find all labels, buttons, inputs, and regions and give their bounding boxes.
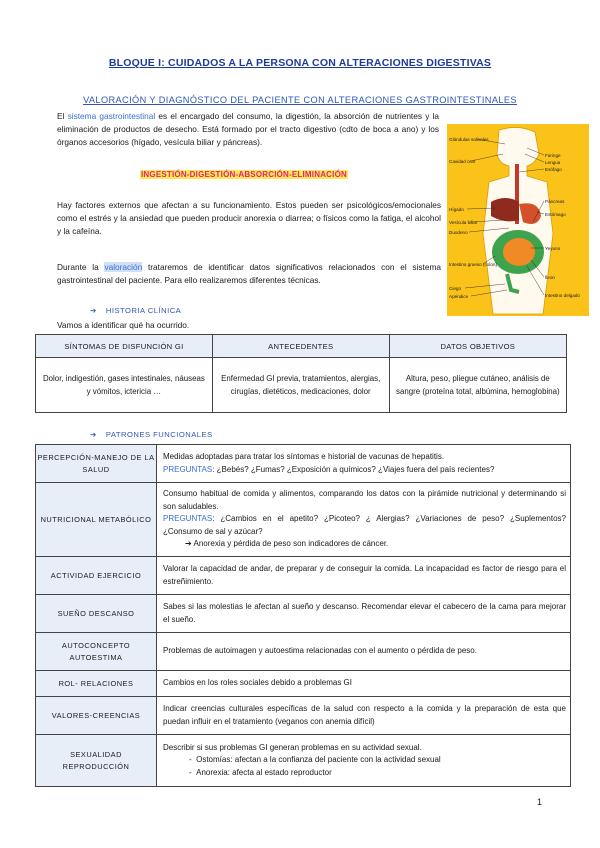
page-number: 1 [537, 797, 543, 807]
row-text: Sabes si las molestias le afectan al sueño y descanso. Recomendar elevar el cabecero de la cama para mejorar el sueño. [157, 595, 571, 633]
table-row [36, 557, 571, 595]
label-intestino-grueso: Intestino grueso (colon) [449, 262, 498, 267]
label-cavidad-oral: Cavidad oral [449, 159, 475, 164]
historia-clinica-table [35, 334, 567, 413]
row-label: ACTIVIDAD EJERCICIO [36, 557, 157, 595]
row-label: AUTOCONCEPTO AUTOESTIMA [36, 633, 157, 671]
arrow-right-icon: ➔ [185, 539, 194, 549]
label-ciego: Ciego [449, 286, 462, 291]
digestive-system-diagram [447, 124, 589, 316]
term-valoracion: valoración [104, 262, 143, 272]
row-text: Indicar creencias culturales específicas de la salud con respecto a la comida y la preparación de esta que puedan influir en el tratamiento (veganos con anemia difícil) [157, 697, 571, 735]
label-ileon: Íleon [545, 275, 555, 280]
liver-shape [491, 198, 519, 221]
phases-highlight: INGESTIÓN-DIGESTIÓN-ABSORCIÓN-ELIMINACIÓN [141, 170, 347, 179]
historia-clinica-heading: ➔ HISTORIA CLÍNICA [90, 306, 182, 315]
intro-paragraph-2: Hay factores externos que afectan a su funcionamiento. Estos pueden ser psicológicos/emocionales como el estrés y la ansiedad que pueden producir anorexia o diarrea; o físicos como la fatiga, el alcohol y la cafeína. [57, 200, 441, 236]
row-text: Medidas adoptadas para tratar los síntomas e historial de vacunas de hepatitis. PREGUNTAS: ¿Bebés? ¿Fumas? ¿Exposición a químicos? ¿Viajes fuera del país recientes? [157, 445, 571, 483]
row-label: NUTRICIONAL METABÓLICO [36, 483, 157, 557]
table-row [36, 483, 571, 557]
patrones-heading: ➔ PATRONES FUNCIONALES [90, 430, 213, 439]
label-duodeno: Duodeno [449, 230, 468, 235]
row-text: Describir si sus problemas GI generan problemas en su actividad sexual. - Ostomías: afectan a la confianza del paciente con la actividad sexual - Anorexia: afecta al estado reproductor [157, 735, 571, 787]
label-yeyuno: Yeyuno [545, 246, 561, 251]
table-header: SÍNTOMAS DE DISFUNCIÓN GI [36, 335, 213, 358]
label-faringe: Faringe [545, 153, 561, 158]
row-label: SEXUALIDAD REPRODUCCIÓN [36, 735, 157, 787]
row-text: Cambios en los roles sociales debido a problemas GI [157, 671, 571, 697]
table-header: DATOS OBJETIVOS [389, 335, 566, 358]
section-subtitle: VALORACIÓN Y DIAGNÓSTICO DEL PACIENTE CON ALTERACIONES GASTROINTESTINALES [83, 95, 517, 105]
table-row [36, 671, 571, 697]
label-intestino-delgado: Intestino delgado [545, 293, 580, 298]
label-apendice: Apéndice [449, 294, 469, 299]
table-cell-datos-objetivos: Altura, peso, pliegue cutáneo, análisis de sangre (proteína total, albúmina, hemoglobina) [389, 358, 566, 413]
label-higado: Hígado [449, 207, 464, 212]
table-row [36, 633, 571, 671]
intro-paragraph-1-text: El sistema gastrointestinal es el encargado del consumo, la digestión, la absorción de nutrientes y la eliminación de productos de desecho. Está formado por el tracto digestivo (cdto de boca a ano) y los órganos accesorios (hígado, vesícula biliar y páncreas). [57, 111, 440, 147]
table-row [36, 735, 571, 787]
table-row [36, 445, 571, 483]
small-intestine-shape [503, 238, 535, 266]
page-title: BLOQUE I: CUIDADOS A LA PERSONA CON ALTERACIONES DIGESTIVAS [108, 57, 492, 69]
patrones-table [35, 444, 571, 787]
historia-lead: Vamos a identificar qué ha ocurrido. [57, 320, 190, 330]
label-estomago: Estómago [545, 212, 566, 217]
label-vesicula: Vesícula biliar [449, 220, 478, 225]
arrow-right-icon: ➔ [90, 306, 97, 315]
row-label: VALORES-CREENCIAS [36, 697, 157, 735]
row-text: Consumo habitual de comida y alimentos, comparando los datos con la pirámide nutricional y determinando si son saludables. PREGUNTAS: ¿Cambios en el apetito? ¿Picoteo? ¿ Alergias? ¿Variaciones de peso? ¿Suplementos? ¿Consumo de sal y azúcar? ➔ Anorexia y pérdida de peso son indicadores de cáncer. [157, 483, 571, 557]
label-pancreas: Páncreas [545, 199, 565, 204]
table-header: ANTECEDENTES [212, 335, 389, 358]
list-item: - Ostomías: afectan a la confianza del paciente con la actividad sexual [189, 755, 441, 765]
table-cell-antecedentes: Enfermedad GI previa, tratamientos, alergias, cirugías, dietéticos, medicaciones, dolor [212, 358, 389, 413]
row-text: Problemas de autoimagen y autoestima relacionadas con el aumento o pérdida de peso. [157, 633, 571, 671]
label-glandulas: Glándulas salivales [449, 137, 489, 142]
row-text: Valorar la capacidad de andar, de preparar y de conseguir la comida. La incapacidad es factor de riesgo para el estreñimiento. [157, 557, 571, 595]
table-cell-sintomas: Dolor, indigestión, gases intestinales, náuseas y vómitos, ictericia … [36, 358, 213, 413]
row-label: SUEÑO DESCANSO [36, 595, 157, 633]
arrow-right-icon: ➔ [90, 430, 97, 439]
table-row [36, 595, 571, 633]
term-sistema-gastrointestinal: sistema gastrointestinal [67, 111, 156, 121]
table-row [36, 697, 571, 735]
label-esofago: Esófago [545, 167, 562, 172]
row-label: ROL- RELACIONES [36, 671, 157, 697]
intro-paragraph-3: Durante la valoración trataremos de identificar datos significativos relacionados con el sistema gastrointestinal del paciente. Para ello realizaremos diferentes técnicas. [57, 262, 441, 285]
label-lengua: Lengua [545, 160, 561, 165]
row-label: PERCEPCIÓN-MANEJO DE LA SALUD [36, 445, 157, 483]
list-item: - Anorexia: afecta al estado reproductor [189, 767, 332, 777]
